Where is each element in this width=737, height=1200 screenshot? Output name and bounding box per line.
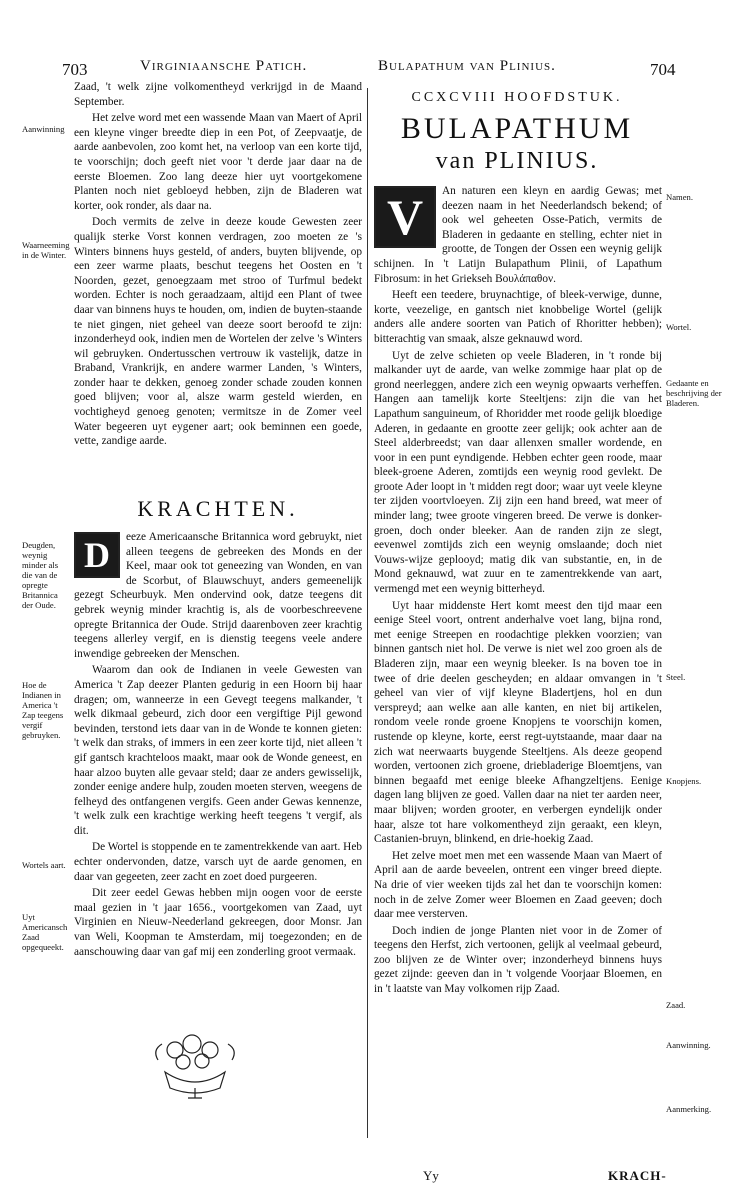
catchword: KRACH- — [608, 1168, 667, 1183]
right-paragraph-3: Uyt de zelve schieten op veele Bladeren, in 't ronde bij malkander uyt de aarde, van welke zommige haar plat op de grond neerleggen, andere zich een weynig opwaarts verheffen. Hangen aan tamelijk korte Steeltjens: zijn die van het Lapathum sanguineum, of Rhoridder met roode gelijk bloedige Aderen, in gedaante en grootte zeer gelijk; ook achter aan de Steel alderbreedst; van daar allenxen smaller wordende, en voor in een punt eyndigende. Hebben echter geen roode, maar bleek-groene Aderen, zomtijds een weynig rood gevlekt. De groote Ader loopt in 't midden regt door; waar uyt veele kleyne ter zijden voortvloeyen. Zij zijn een hand breed, wat meer of minder lang; twee groote vingeren breed. De verwe is donker-groen, doch onder bleeker. Aan de randen zijn ze slegt, eevenwel zomtijds zich een weynig omslaande; doch niet Vouws-wijze geplooyd; matig dik van substantie, en, in de Mond geknauwd, wat zuur en te zamentrekkende van aart, vermengd met een weynig bitterheyd. — [374, 349, 662, 596]
left-paragraph-1: Het zelve word met een wassende Maan van Maert of April een kleyne vinger breedte diep in een Pot, of Zeepvaatje, de aarde aanbevolen, zoo komt het, na verloop van een korte tijd, te voorschijn; doch geeft niet voor 't derde jaar daar na de eerste Bloemen. Zoo lang deeze hier uyt voortgekomene Planten noch niet gebloeyd hebben, zijn de Bladeren wat korter, ook ronder, als daar na. — [74, 112, 362, 212]
margin-note-gedaante: Gedaante en beschrijving der Bladeren. — [666, 378, 722, 408]
right-page-number: 704 — [650, 60, 676, 79]
margin-note-aanwinning: Aanwinning — [22, 124, 65, 134]
left-running-title: Virginiaansche Patich. — [140, 58, 308, 74]
margin-note-indianen: Hoe de Indianen in America 't Zap teegens vergif gebruyken. — [22, 680, 64, 740]
left-column-krachten — [74, 530, 362, 961]
chapter-number: CCXCVIII HOOFDSTUK. — [411, 90, 623, 105]
margin-note-knopjens: Knopjens. — [666, 776, 702, 786]
margin-note-aanmerking: Aanmerking. — [666, 1104, 712, 1114]
margin-note-americansch-zaad: Uyt Americansch Zaad opgequeekt. — [22, 912, 68, 952]
right-running-title: Bulapathum van Plinius. — [378, 58, 556, 74]
section-title-krachten: KRACHTEN. — [137, 496, 299, 521]
left-paragraph-6: Dit zeer eedel Gewas hebben mijn oogen voor de eerste maal gezien in 't jaar 1656., voortgekomen van Zaad, uyt Virginien en Nieuw-Neederland gekreegen, door Monsr. Jan van Weli, Koopman te Amsterdam, mij toegezonden; en de aanschouwing daar van gaf mij een zonderling groot vermaak. — [74, 887, 362, 958]
dropcap-d: D — [74, 532, 120, 578]
left-page-number: 703 — [62, 60, 88, 79]
left-intro: Zaad, 't welk zijne volkomentheyd verkrijgd in de Maand September. — [74, 81, 362, 108]
left-paragraph-4: Waarom dan ook de Indianen in veele Gewesten van America 't Zap deezer Planten gedurig in een Hoorn bij haar dragen; om, wanneerze in een Gevegt teegens malkander, 't welk dikmaal gebeurd, zich door een vergiftige Pijl gewond bevinden, terstond iets daar van in de Wonde te konnen gieten: 't welk dan straks, of immers in een zeer korte tijd, niet alleen 't gif gantsch krachteloos maakt, maar ook de Wonde geneest, en haar alzoo buyten alle gevaar steld; daar ze anders gewisselijk, zonder eenige andere hulp, zouden moeten sterven, weegens de felheyd des ontfangenen vergifs. Geen ander Gewas kennenze, 't welk zulk een krachtige werking heeft teegens 't vergif, als dit. — [74, 664, 362, 837]
right-column — [374, 184, 662, 999]
right-paragraph-1: V An naturen een kleyn en aardig Gewas; met deezen naam in het Neederlandsch bekend; of ook wel geheeten Osse-Patich, vermits de Bladeren in gedaante en stelling, echter niet in grootte, de Tongen der Ossen een weynig gelijk schijnen. In 't Latijn Bulapathum Plinii, of Lapathum Fibrosum: in het Griekseh Βουλάπαθον. — [374, 185, 662, 285]
left-column — [74, 80, 362, 451]
right-paragraph-2: Heeft een teedere, bruynachtige, of bleek-verwige, dunne, korte, veezelige, en gantsch niet knobbelige Wortel (gelijk anders alle andere soorten van Patich of Rhoritter hebben); bitterachtig van smaak, alsze geknauwd word. — [374, 289, 662, 345]
margin-note-wortel: Wortel. — [666, 322, 692, 332]
chapter-title-line2: van PLINIUS. — [435, 148, 599, 174]
left-paragraph-5: De Wortel is stoppende en te zamentrekkende van aart. Heb echter ondervonden, datze, varsch uyt de aarde genomen, en daar van gegeeten, zeer zacht en zoet doed purgeeren. — [74, 841, 362, 883]
fruit-basket-ornament — [150, 1030, 240, 1100]
margin-note-waarneming: Waarneeming in de Winter. — [22, 240, 70, 260]
margin-note-zaad: Zaad. — [666, 1000, 686, 1010]
signature-mark: Yy — [423, 1168, 439, 1183]
margin-note-steel: Steel. — [666, 672, 686, 682]
margin-note-deugden: Deugden, weynig minder als die van de opregte Britannica der Oude. — [22, 540, 59, 610]
chapter-title-line1: BULAPATHUM — [400, 112, 634, 145]
left-paragraph-2: Doch vermits de zelve in deeze koude Gewesten zeer qualijk sterke Vorst konnen verdragen, zoo moeten ze 's Winters binnens huys gesteld, of anders, buyten blijvende, op een zeer warme plaats, beschut teegens het Oosten en 't Noorden, gezet, genoegzaam met stroo of Turfmul bedekt worden. Echter is noch geraadzaam, altijd een Plant of twee daar van binnens huys te houden, om, indien de buyten-staande te niet gingen, niet geheel van deeze soort beroofd te zijn: inzonderheyd ook, indien men de Wortelen der zelve 's Winters wil gebruyken. Ondertusschen vertrouw ik vastelijk, datze in Braband, Vrankrijk, en andere warmer Landen, 's Winters, zonder haar te dekken, genoeg zonder schade zouden konnen goed blijven; voor al, alsze warm gesteld wierden, en vochtigheyd genoeg genoten; vermitsze in de Zomer veel Water begeeren uyt eygener aart; ook beminnen een goede, vette, zandige aarde. — [74, 216, 362, 448]
dropcap-v: V — [374, 186, 436, 248]
right-paragraph-6: Doch indien de jonge Planten niet voor in de Zomer of teegens den Herfst, zich vertoonen, gelijk al veelmaal gebeurd, zoo blijven ze de Winter over; inzonderheyd binnens huys gezet zijnde: geeven dan in 't volgende Voorjaar Bloemen, en in 't laatste van May volkomen rijp Zaad. — [374, 924, 662, 996]
left-paragraph-3: D eeze Americaansche Britannica word gebruykt, niet alleen teegens de gebreeken des Monds en der Keel, maar ook tot geneezing van Wonden, en van de Scorbut, of Blauwschuyt, anders gemeenelijk gezegt Scheurbuyk. Men ondervind ook, datze teegens dit gebrek weynig minder krachtig is, als de voorbeschreevene opregte Britannica der Oude. Strijd daarenboven zeer krachtig teegens allerley vergif, en is dienstig teegens veele andere inwendige gebreeken der Menschen. — [74, 531, 362, 660]
margin-note-aanwinning-right: Aanwinning. — [666, 1040, 711, 1050]
right-paragraph-4: Uyt haar middenste Hert komt meest den tijd maar een eenige Steel voort, ontrent anderhalve voet lang, bijna rond, met eenige Streepen en roodachtige plekken voorzien; van binnen gantsch niet hol. De verwe is niet wel zoo groen als de Bladeren zijn, maar een weynig bleeker. Is na boven toe in twee of drie deelen gescheyden; en aldaar omvangen in 't geheel van vier of vijf kleyne Bladertjens, hol en dun verspreyd; aan welke aan alle kanten, en niet bij artikelen, rondom veele ronde groene Knopjens te voorschijn komen, rustende op kleyne, korte, eerst regt-uytstaande, maar daar na zich wat neerwaarts buygende Steeltjens. Als deeze geopend worden, vertoonen zich groene, driebladerige Bloemtjens, van binnen begaafd met eenige bleeke Afhangzeltjens. Eenige dagen lang blijven ze goed. Vallen daar na niet ter aarden neer, maar blijven; worden grooter, en verbergen eyndelijk onder haar, alsze tot hare volkomentheyd zijn geraakt, een kleyn, Castanien-bruyn, blinkend, en drie-hoekig Zaad. — [374, 599, 662, 846]
right-paragraph-5: Het zelve moet men met een wassende Maan van Maert of April aan de aarde beveelen, ontrent een vinger breed diepte. Na drie of vier weeken tijds zal het dan te voorschijn komen: noch in de zelve Zomer weer Bloemen en Zaad geeven; doch daar mee versterven. — [374, 849, 662, 921]
margin-note-namen: Namen. — [666, 192, 693, 202]
column-divider — [367, 88, 368, 1138]
margin-note-wortels-aart: Wortels aart. — [22, 860, 66, 870]
